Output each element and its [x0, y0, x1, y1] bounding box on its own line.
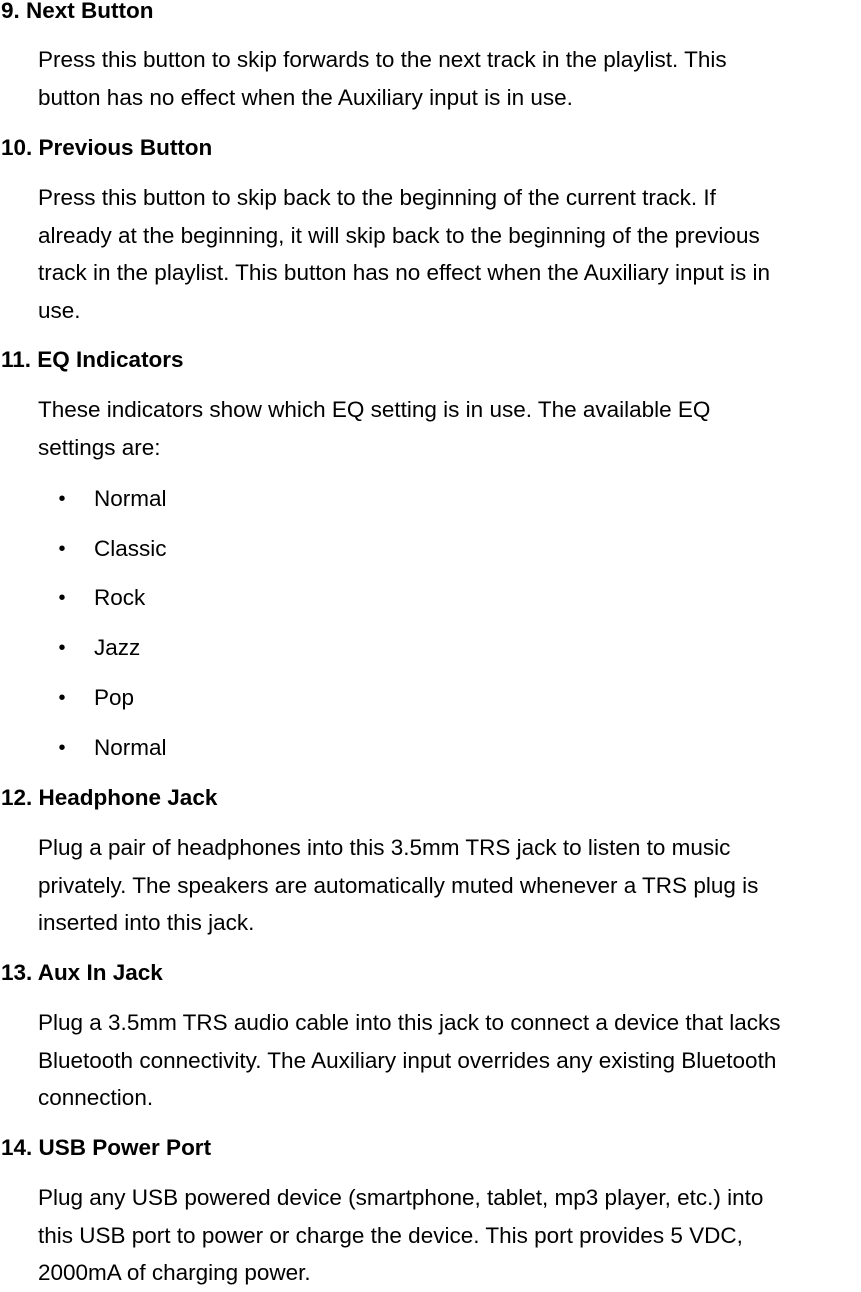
- section-heading-aux-in-jack: 13. Aux In Jack: [1, 960, 163, 985]
- section-body-next-button: [38, 41, 861, 116]
- body-line: this USB port to power or charge the device. This port provides 5 VDC,: [38, 1222, 743, 1248]
- section-heading-previous-button: 10. Previous Button: [1, 135, 213, 160]
- body-line: Plug any USB powered device (smartphone, tablet, mp3 player, etc.) into: [38, 1185, 764, 1210]
- body-line: button has no effect when the Auxiliary input is in use.: [38, 84, 573, 110]
- bullet-icon: •: [58, 687, 66, 709]
- body-line: use.: [38, 297, 81, 323]
- section-heading-eq-indicators: 11. EQ Indicators: [1, 347, 184, 372]
- eq-setting-label: Classic: [94, 536, 167, 561]
- body-line: Bluetooth connectivity. The Auxiliary input overrides any existing Bluetooth: [38, 1047, 777, 1073]
- body-line: inserted into this jack.: [38, 910, 255, 935]
- section-body-headphone-jack: [38, 829, 861, 942]
- body-line: connection.: [38, 1085, 154, 1110]
- eq-setting-label: Normal: [94, 486, 167, 511]
- eq-setting-label: Jazz: [94, 635, 141, 660]
- body-line: already at the beginning, it will skip back to the beginning of the previous: [38, 222, 760, 248]
- section-body-eq-indicators: [38, 391, 861, 466]
- section-heading-headphone-jack: 12. Headphone Jack: [1, 785, 218, 810]
- body-line: These indicators show which EQ setting is in use. The available EQ: [38, 397, 711, 422]
- body-line: Plug a 3.5mm TRS audio cable into this jack to connect a device that lacks: [38, 1010, 781, 1035]
- section-heading-next-button: 9. Next Button: [1, 0, 154, 23]
- eq-setting-label: Pop: [94, 685, 135, 710]
- section-heading-usb-power-port: 14. USB Power Port: [1, 1135, 212, 1160]
- bullet-icon: •: [58, 587, 66, 609]
- bullet-icon: •: [58, 538, 66, 560]
- body-line: track in the playlist. This button has no effect when the Auxiliary input is in: [38, 260, 771, 285]
- eq-setting-label: Rock: [94, 585, 146, 610]
- body-line: privately. The speakers are automatically muted whenever a TRS plug is: [38, 872, 759, 898]
- section-body-previous-button: [38, 179, 861, 329]
- section-body-usb-power-port: [38, 1179, 861, 1292]
- bullet-icon: •: [58, 488, 66, 510]
- bullet-icon: •: [58, 637, 66, 659]
- body-line: 2000mA of charging power.: [38, 1260, 311, 1285]
- body-line: Press this button to skip back to the beginning of the current track. If: [38, 185, 716, 210]
- section-body-aux-in-jack: [38, 1004, 861, 1117]
- body-line: Plug a pair of headphones into this 3.5mm TRS jack to listen to music: [38, 835, 731, 860]
- bullet-icon: •: [58, 737, 66, 759]
- body-line: Press this button to skip forwards to the next track in the playlist. This: [38, 47, 727, 72]
- eq-setting-label: Normal: [94, 735, 167, 760]
- body-line: settings are:: [38, 434, 161, 460]
